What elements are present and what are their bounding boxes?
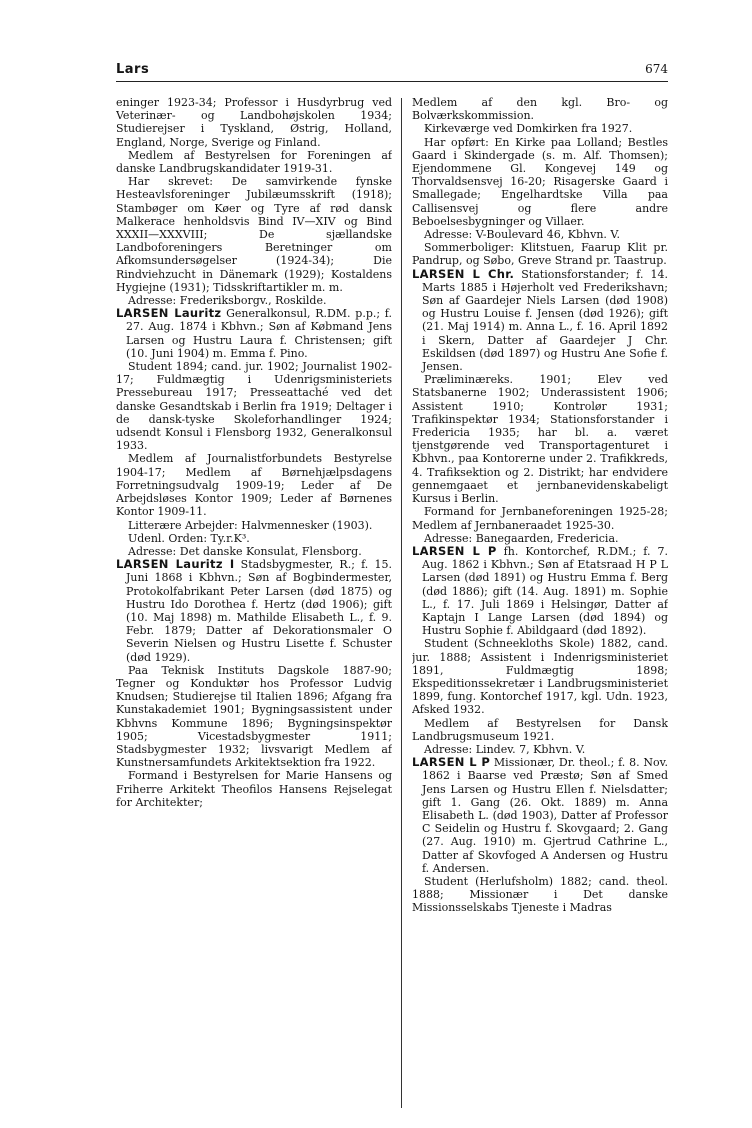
paragraph: Medlem af Bestyrelsen for Foreningen af danske Landbrugskandidater 1919-31.	[116, 148, 392, 176]
entry-text: Stationsforstander; f. 14. Marts 1885 i Højerholt ved Frederikshavn; Søn af Gaardejer Niels Larsen (død 1908) og Hustru Louise f. Jensen (død 1926); gift (21. Maj 1914) m. Anna L., f. 16. April 1892 i Skern, Datter af Gaardejer J Chr. Eskildsen (død 1897) og Hustru Ane Sofie f. Jensen.	[422, 267, 668, 374]
paragraph: Student (Schneekloths Skole) 1882, cand. jur. 1888; Assistent i Indenrigsministeriet 1891, Fuldmægtig 1898; Ekspeditionssekretær i Landbrugsministeriet 1899, fung. Kontorchef 1917, kgl. Udn. 1923, Afsked 1932.	[412, 637, 668, 717]
paragraph: Har opført: En Kirke paa Lolland; Bestles Gaard i Skindergade (s. m. Alf. Thomsen); Ejendommene Gl. Kongevej 149 og Thorvaldsensvej 16-20; Risagerske Gaard i Smallegade; Engelhardtske Villa paa Callisensvej og flere andre Beboelsesbygninger og Villaer.	[412, 135, 668, 228]
entry-text: Stadsbygmester, R.; f. 15. Juni 1868 i Kbhvn.; Søn af Bogbindermester, Protokolfabrikant Peter Larsen (død 1875) og Hustru Ido Dorothea f. Hertz (død 1906); gift (10. Maj 1898) m. Mathilde Elisabeth L., f. 9. Febr. 1879; Datter af Dekorationsmaler O Severin Nielsen og Hustru Lisette f. Schuster (død 1929).	[126, 558, 392, 664]
paragraph: Udenl. Orden: Ty.r.K³.	[128, 531, 250, 545]
entry-name: LARSEN Lauritz I	[116, 557, 235, 572]
entry-continuation: eninger 1923-34; Professor i Husdyrbrug ved Veterinær- og Landbohøjskolen 1934; Studierejser i Tyskland, Østrig, Holland, England, Norge, Sverige og Finland.	[116, 96, 392, 149]
address-line: Adresse: V-Boulevard 46, Kbhvn. V.	[424, 228, 620, 242]
biography-entry	[412, 545, 668, 637]
address-line: Adresse: Det danske Konsulat, Flensborg.	[128, 544, 362, 558]
paragraph: Medlem af Bestyrelsen for Dansk Landbrugsmuseum 1921.	[412, 716, 668, 743]
entry-text: fh. Kontorchef, R.DM.; f. 7. Aug. 1862 i Kbhvn.; Søn af Etatsraad H P L Larsen (død 1891) og Hustru Emma f. Berg (død 1886); gift (14. Aug. 1891) m. Sophie L., f. 17. Juli 1869 i Helsingør, Datter af Kaptajn I Lange Larsen (død 1894) og Hustru Sophie f. Abildgaard (død 1892).	[422, 544, 668, 638]
biography-entry	[116, 307, 392, 360]
header-rule	[116, 81, 668, 82]
entry-name: LARSEN L P	[412, 755, 491, 770]
paragraph: Student 1894; cand. jur. 1902; Journalist 1902-17; Fuldmægtig i Udenrigsministeriets Pressebureau 1917; Presseattaché ved det danske Gesandtskab i Berlin fra 1919; Deltager i de dansk-tyske Skoleforhandlinger 1924; udsendt Konsul i Flensborg 1932, Generalkonsul 1933.	[116, 360, 392, 453]
paragraph: Formand i Bestyrelsen for Marie Hansens og Friherre Arkitekt Theofilos Hansens Rejselegat for Architekter;	[116, 769, 392, 809]
biography-entry	[412, 756, 668, 875]
right-column	[412, 96, 668, 1111]
entry-text: Missionær, Dr. theol.; f. 8. Nov. 1862 i Baarse ved Præstø; Søn af Smed Jens Larsen og Hustru Ellen f. Nielsdatter; gift 1. Gang (26. Okt. 1889) m. Anna Elisabeth L. (død 1903), Datter af Professor C Seidelin og Hustru f. Skovgaard; 2. Gang (27. Aug. 1910) m. Gjertrud Cathrine L., Datter af Skovfoged A Andersen og Hustru f. Andersen.	[422, 756, 668, 875]
entry-name: LARSEN L Chr.	[412, 266, 515, 281]
address-line: Adresse: Frederiksborgv., Roskilde.	[128, 294, 327, 308]
paragraph: Formand for Jernbaneforeningen 1925-28; Medlem af Jernbaneraadet 1925-30.	[412, 505, 668, 532]
biography-entry	[116, 558, 392, 664]
paragraph: Præliminæreks. 1901; Elev ved Statsbanerne 1902; Underassistent 1906; Assistent 1910; Kontrolør 1931; Trafikinspektør 1934; Stationsforstander i Fredericia 1935; har bl. a. været tjenstgørende ved Transportagenturet i Kbhvn., paa Kontorerne under 2. Trafikkreds, 4. Trafiksektion og 2. Distrikt; har endvidere gennemgaaet et jernbanevidenskabeligt Kursus i Berlin.	[412, 373, 668, 506]
column-divider	[401, 98, 402, 1108]
biography-entry	[412, 268, 668, 374]
address-line: Adresse: Lindev. 7, Kbhvn. V.	[424, 742, 586, 756]
entry-name: LARSEN L P	[412, 543, 497, 558]
entry-name: LARSEN Lauritz	[116, 306, 222, 321]
entry-continuation: Medlem af den kgl. Bro- og Bolværkskommission.	[412, 96, 668, 123]
paragraph: Student (Herlufsholm) 1882; cand. theol. 1888; Missionær i Det danske Missionsselskabs Tjeneste i Madras	[412, 874, 668, 915]
paragraph: Kirkeværge ved Domkirken fra 1927.	[424, 122, 633, 136]
paragraph: Sommerboliger: Klitstuen, Faarup Klit pr. Pandrup, og Søbo, Greve Strand pr. Taastrup.	[412, 241, 668, 268]
page-header	[116, 62, 668, 80]
entry-text: Generalkonsul, R.DM. p.p.; f. 27. Aug. 1874 i Kbhvn.; Søn af Købmand Jens Larsen og Hustru Laura f. Christensen; gift (10. Juni 1904) m. Emma f. Pino.	[126, 307, 392, 360]
paragraph: Paa Teknisk Instituts Dagskole 1887-90; Tegner og Konduktør hos Professor Ludvig Knudsen; Studierejse til Italien 1896; Afgang fra Kunstakademiet 1901; Bygningsassistent under Kbhvns Kommune 1896; Bygningsinspektør 1905; Vicestadsbygmester 1911; Stadsbygmester 1932; livsvarigt Medlem af Kunstnersamfundets Arkitektsektion fra 1922.	[116, 663, 392, 770]
paragraph: Har skrevet: De samvirkende fynske Hesteavlsforeninger Jubilæumsskrift (1918); Stambøger om Køer og Tyre af rød dansk Malkerace henholdsvis Bind IV—XIV og Bind XXXII—XXXVIII; De sjællandske Landboforeningers Beretninger om Afkomsundersøgelser (1924-34); Die Rindviehzucht in Dänemark (1929); Kostaldens Hygiejne (1931); Tidsskriftartikler m. m.	[116, 175, 392, 294]
paragraph: Litterære Arbejder: Halvmennesker (1903).	[128, 518, 373, 532]
running-head: Lars	[116, 62, 150, 77]
left-column	[116, 96, 392, 1111]
paragraph: Medlem af Journalistforbundets Bestyrelse 1904-17; Medlem af Børnehjælpsdagens Forretningsudvalg 1909-19; Leder af De Arbejdsløses Kontor 1909; Leder af Børnenes Kontor 1909-11.	[116, 452, 392, 519]
address-line: Adresse: Banegaarden, Fredericia.	[424, 531, 619, 545]
page-number: 674	[645, 62, 668, 76]
